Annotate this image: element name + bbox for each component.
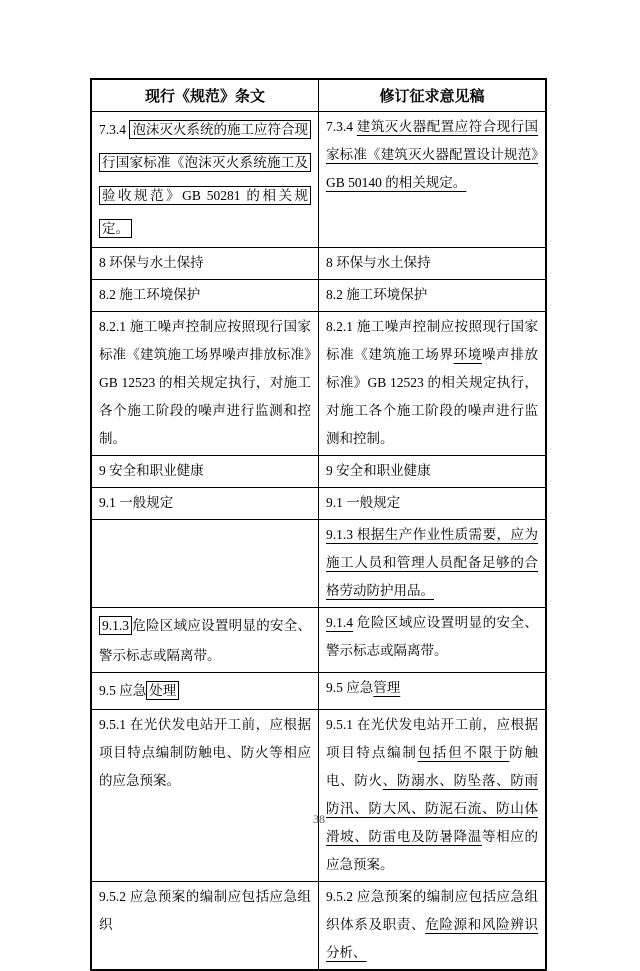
inserted-text: 包括但不限于 xyxy=(417,744,510,760)
cell-current-spec xyxy=(91,672,319,709)
comparison-table xyxy=(90,78,547,971)
cell-revised-draft xyxy=(319,607,547,672)
cell-revised-draft xyxy=(319,111,547,247)
table-row xyxy=(91,881,546,970)
cell-revised-draft xyxy=(319,487,547,519)
body-text: 8 环保与水土保持 xyxy=(99,254,204,270)
inserted-text: 9.1.4 xyxy=(326,614,353,630)
body-text: 8.2 施工环境保护 xyxy=(99,286,201,302)
body-text: 噪声排放标准》GB 12523 的相关规定执行，对施工各个施工阶段的噪声进行监测和控制。 xyxy=(326,346,539,446)
cell-revised-draft xyxy=(319,279,547,311)
body-text: 7.3.4 xyxy=(99,121,130,137)
cell-revised-draft xyxy=(319,672,547,709)
table-body xyxy=(91,111,546,970)
cell-revised-draft xyxy=(319,455,547,487)
cell-revised-draft xyxy=(319,311,547,455)
table-row xyxy=(91,709,546,881)
body-text: 9.1 一般规定 xyxy=(326,494,401,510)
inserted-text: 危险源和风险辨识分析、 xyxy=(326,916,538,960)
inserted-text: 、防溺水、防坠落、防雨防汛、防大风、防泥石流、防山体滑坡、防雷电及防暑降温 xyxy=(326,772,539,844)
inserted-text: 环境 xyxy=(453,346,482,362)
inserted-text: 建筑灭火器配置应符合现行国家标准《建筑灭火器配置设计规范》GB 50140 的相关规定。 xyxy=(326,118,539,190)
body-text: 危险区域应设置明显的安全、警示标志或隔离带。 xyxy=(99,617,311,663)
body-text: 等相应的应急预案。 xyxy=(326,828,539,872)
cell-current-spec xyxy=(91,709,319,881)
cell-revised-draft xyxy=(319,881,547,970)
body-text: 7.3.4 xyxy=(326,118,357,134)
body-text: 9.1 一般规定 xyxy=(99,494,174,510)
cell-revised-draft xyxy=(319,519,547,607)
cell-current-spec xyxy=(91,455,319,487)
cell-current-spec xyxy=(91,519,319,607)
cell-current-spec xyxy=(91,279,319,311)
inserted-text: 9.1.3 根据生产作业性质需要，应为施工人员和管理人员配备足够的合格劳动防护用品。 xyxy=(326,526,538,598)
body-text: 8.2.1 施工噪声控制应按照现行国家标准《建筑施工场界 xyxy=(326,318,538,362)
body-text: 9.5.2 应急预案的编制应包括应急组织体系及职责、 xyxy=(326,888,538,932)
table-row xyxy=(91,279,546,311)
cell-current-spec xyxy=(91,311,319,455)
body-text: 9 安全和职业健康 xyxy=(99,462,204,478)
table-header xyxy=(91,79,546,111)
body-text: 9.5 应急 xyxy=(326,679,374,695)
deleted-text: 泡沫灭火系统的施工应符合现行国家标准《泡沫灭火系统施工及验收规范》GB 50281 的相关规定。 xyxy=(99,120,311,238)
table-row xyxy=(91,607,546,672)
body-text: 9.5.2 应急预案的编制应包括应急组织 xyxy=(99,888,311,932)
cell-current-spec xyxy=(91,607,319,672)
header-row xyxy=(91,79,546,111)
cell-current-spec xyxy=(91,247,319,279)
cell-current-spec xyxy=(91,881,319,970)
body-text: 9.5.1 在光伏发电站开工前，应根据项目特点编制 xyxy=(326,716,538,760)
body-text: 8.2.1 施工噪声控制应按照现行国家标准《建筑施工场界噪声排放标准》GB 12523 的相关规定执行，对施工各个施工阶段的噪声进行监测和控制。 xyxy=(99,318,311,446)
inserted-text: 管理 xyxy=(373,679,401,695)
table-row xyxy=(91,672,546,709)
body-text: 危险区域应设置明显的安全、警示标志或隔离带。 xyxy=(326,614,538,658)
body-text: 防触电、防火 xyxy=(326,744,539,788)
cell-revised-draft xyxy=(319,709,547,881)
cell-revised-draft xyxy=(319,247,547,279)
body-text: 8.2 施工环境保护 xyxy=(326,286,428,302)
table-row xyxy=(91,111,546,247)
table-row xyxy=(91,455,546,487)
body-text: 9 安全和职业健康 xyxy=(326,462,431,478)
table-row xyxy=(91,247,546,279)
table-row xyxy=(91,519,546,607)
deleted-text: 9.1.3 xyxy=(99,616,132,635)
body-text: 9.5.1 在光伏发电站开工前，应根据项目特点编制防触电、防火等相应的应急预案。 xyxy=(99,716,311,788)
cell-current-spec xyxy=(91,487,319,519)
cell-current-spec xyxy=(91,111,319,247)
deleted-text: 处理 xyxy=(146,681,179,700)
table-row xyxy=(91,487,546,519)
header-current-spec: 现行《规范》条文 xyxy=(91,79,319,111)
body-text: 8 环保与水土保持 xyxy=(326,254,431,270)
table-row xyxy=(91,311,546,455)
header-revised-draft: 修订征求意见稿 xyxy=(319,79,547,111)
body-text: 9.5 应急 xyxy=(99,682,147,698)
page-number: 38 xyxy=(313,812,325,826)
